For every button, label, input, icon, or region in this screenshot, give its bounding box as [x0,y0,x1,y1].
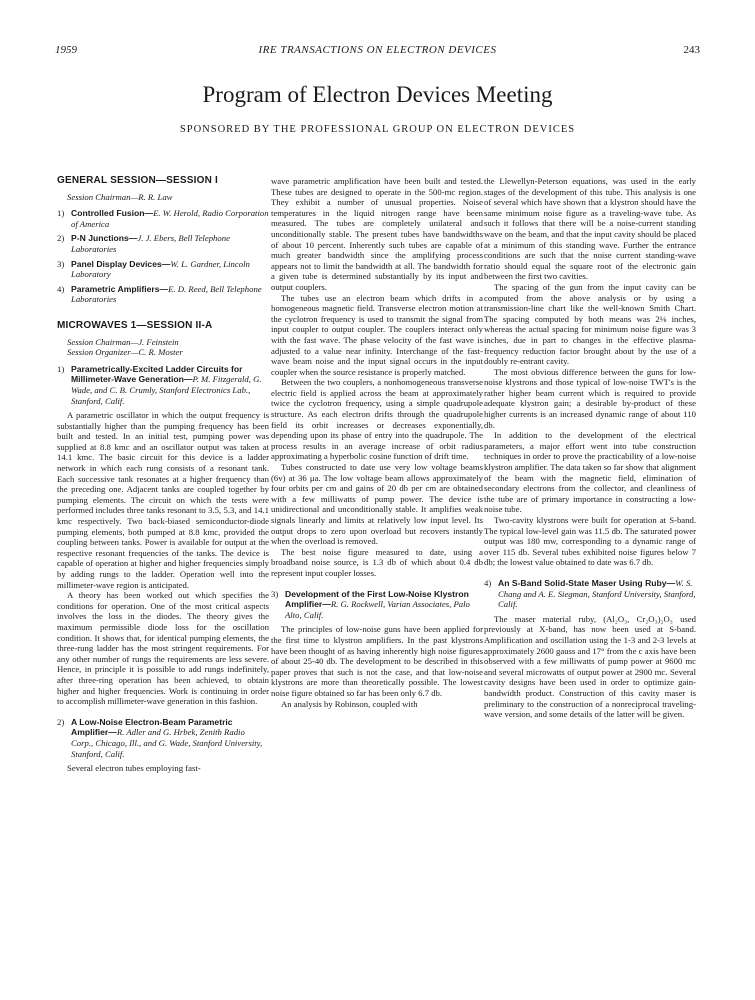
header-page-number: 243 [683,44,700,56]
paragraph: The best noise figure measured to date, using a broadband noise source, is 1.3 db of which about 0.4 db represent input coupler losses. [271,546,483,578]
header-journal: IRE TRANSACTIONS ON ELECTRON DEVICES [258,44,497,56]
paragraph: the Llewellyn-Peterson equations, was used in the early stages of the development of this tube. This analysis is one of several which have shown that a klystron should have the same minimum noise figure as a traveling-wave tube. As such it follows that there will be a noise-current standing wave on the beam, and that the input cavity should be placed at a minimum of this standing wave. Further the entrance conditions are such that the noise current standing-wave ratio should equal the square root of the electronic gain between the first two cavities. [484,176,696,282]
paper-number: 3) [57,258,65,269]
paper-item [57,284,269,305]
paragraph: The tubes use an electron beam which drifts in a homogeneous magnetic field. Transverse electron motion at the cyclotron frequency is used to transmit the signal from input coupler to output coupler. The couplers interact only with the fast wave. The phase velocity of the fast wave is adjusted to a value near infinity. Interchange of the fast-wave beam noise and the input signal occurs in the input coupler when the source resistance is properly matched. [271,292,483,377]
paper-number: 3) [271,588,279,599]
column-1 [57,176,269,774]
paper-authors: W. L. Gardner, Lincoln Laboratory [71,258,250,280]
page-title: Program of Electron Devices Meeting [202,82,553,107]
paper-number: 2) [57,716,65,727]
paper-number: 4) [484,577,492,588]
page-subtitle: SPONSORED BY THE PROFESSIONAL GROUP ON ELECTRON DEVICES [179,124,576,135]
paragraph: Several electron tubes employing fast- [67,763,201,774]
paper-title: P-N Junctions— [71,233,138,244]
column-2 [271,176,483,709]
paper-number: 1) [57,363,65,374]
paragraph: An analysis by Robinson, coupled with [281,698,418,709]
general-session-heading: GENERAL SESSION—SESSION I [57,175,218,186]
paragraph: A parametric oscillator in which the output frequency is substantially higher than the pumping frequency has been built and tested. In an initial test, pumping power was supplied at 8.8 kmc and an oscillator output was taken at 14.1 kmc. The basic circuit for this device is a ladder network in which each rung consists of a resonant tank. Each successive tank resonates at a higher frequency than the preceding one. Adjacent tanks are coupled together by pumping elements. The circuit on which the tests were performed includes three tanks resonant to 3.5, 5.3, and 14.1 kmc respectively. Two back-biased semiconductor-diode pumping elements, both pumped at 8.8 kmc, provided the coupling between tanks. Power is available for output at the respective resonant frequencies of the tanks. The device is capable of operation at higher and higher frequencies simply by adding rungs to the ladder. Operation well into the millimeter-wave region is anticipated. [57,410,269,590]
header-year: 1959 [55,44,77,56]
paragraph: wave parametric amplification have been built and tested. These tubes are designed to operate in the 500-mc region. They exhibit a number of unusual properties. Noise temperatures in the liquid nitrogen range have been measured. The tubes are completely unilateral and unconditionally stable. The present tubes have bandwidths of about 10 percent. Inherently such tubes are capable of much greater bandwidth since the amplifying process appears not to limit the bandwidth at all. The bandwidth for a given tube is determined substantially by its input and output couplers. [271,176,483,292]
running-header [0,44,755,60]
paper-authors: W. S. Chang and A. E. Siegman, Stanford University, Stanford, Calif. [498,577,696,610]
paper-authors: J. J. Ebers, Bell Telephone Laboratories [71,233,230,254]
paper-number: 4) [57,283,65,294]
paper-title: An S-Band Solid-State Maser Using Ruby— [498,577,676,588]
microwaves-session-organizer: Session Organizer—C. R. Moster [67,347,183,358]
paragraph: The most obvious difference between the guns for low-noise klystrons and those typical of low-noise TWT's is the rather higher beam current which is required to provide adequate klystron gain; a desirable by-product of these higher currents is an increased dynamic range of about 110 db. [484,366,696,430]
microwaves-session-chairman: Session Chairman—J. Feinstein [67,336,179,347]
paper-authors: P. M. Fitzgerald, G. Wade, and C. B. Crumly, Stanford Electronics Lab., Stanford, Calif. [71,374,262,406]
paper-item [57,208,269,229]
paragraph: A theory has been worked out which specifies the conditions for operation. One of the most critical aspects involves the loss in the diodes. The theory gives the maximum permissible diode loss for the oscillation condition. It shows that, for identical pumping elements, the three-rung ladder has the most stringent requirements. For any other number of rungs the requirements are less severe. Hence, in principle it is possible to add rungs indefinitely, after three-ring operation has been achieved, to obtain higher and higher frequencies. Work is continuing in order to accomplish millimeter-wave generation in this fashion. [57,590,269,707]
paper-item [57,364,269,406]
paper-authors: E. D. Reed, Bell Telephone Laboratories [71,283,262,305]
paragraph: In addition to the development of the electrical parameters, a major effort went into tube construction techniques in order to prove the practicability of a low-noise klystron amplifier. The data taken so far show that alignment of the beam with the magnetic field, elimination of secondary electrons from the collector, and cleanliness of the tube are of primary importance in constructing a low-noise tube. [484,430,696,515]
paragraph: The maser material ruby, (Al₂O₃, Cr₂O₃)₂O₃ used previously at X-band, has now been used at S-band. Amplification and oscillation using the 1-3 and 2-3 levels at approximately 2600 gauss and 17° from the c axis have been observed with a few milliwatts of pump power at 9600 mc and several microwatts of output power at 2900 mc. Several cavity designs have been used in order to optimize gain-bandwidth product. Construction of this cavity maser is preliminary to the construction of a nonreciprocal traveling-wave version, and some details of the latter will be given. [484,613,696,720]
paper-title: Development of the First Low-Noise Klystron Amplifier— [285,588,469,610]
paper-title: Parametric Amplifiers— [71,283,169,294]
paper-title: Parametrically-Excited Ladder Circuits for Millimeter-Wave Generation— [71,363,243,385]
paper-authors: R. Adler and G. Hrbek, Zenith Radio Corp., Chicago, Ill., and G. Wade, Stanford University, Stanford, Calif. [71,727,263,759]
general-session-chairman: Session Chairman—R. R. Law [67,191,173,202]
paper-item [57,717,269,759]
paragraph: The principles of low-noise guns have been applied for the first time to klystron amplifiers. In the past klystrons have been thought of as having inherently high noise figures of about 25-40 db. The development to be described in this paper proves that such is not the case, and that low-noise klystrons are more than theoretically possible. The lowest noise figure obtained so far has been only 6.7 db. [271,624,483,698]
paper-item [484,578,696,610]
paper-item [57,259,269,280]
microwaves-session-heading: MICROWAVES 1—SESSION II-A [57,319,213,331]
paragraph: Between the two couplers, a nonhomogeneous transverse electric field is applied across the beam at approximately twice the cyclotron frequency, using a simple quadrupole structure. As each electron drifts through the quadrupole field its orbit increases or decreases exponentially, depending upon its phase of entry into the quadrupole. The process results in an average increase of orbit radius approximating a hyperbolic cosine function of drift time. [271,377,483,462]
paper-authors: E. W. Herold, Radio Corporation of America [71,208,269,229]
paper-number: 1) [57,208,65,219]
paper-title: Controlled Fusion— [71,208,154,219]
paper-item [271,589,483,621]
paper-title: Panel Display Devices— [71,258,171,269]
paragraph: Two-cavity klystrons were built for operation at S-band. The typical low-level gain was 11.5 db. The saturated power output was 180 mw, corresponding to a dynamic range of over 115 db. Several tubes exhibited noise figures below 7 db; the lowest value obtained to date was 6.7 db. [484,515,696,568]
paper-number: 2) [57,233,65,244]
paper-title: A Low-Noise Electron-Beam Parametric Amplifier— [71,716,233,738]
paragraph: Tubes constructed to date use very low voltage beams (6v) at 36 μa. The low voltage beam allows approximately four orbits per cm and gains of 20 db per cm are obtained with a few milliwatts of pump power. The device is unidirectional and unconditionally stable. It amplifies weak signals linearly and limits at relatively low input level. Its output drops to zero upon overload but recovers instantly when the overload is removed. [271,462,483,547]
paper-authors: R. G. Rockwell, Varian Associates, Palo Alto, Calif. [285,599,470,620]
paragraph: The spacing of the gun from the input cavity can be computed from the above analysis or by using a transmission-line chart like the well-known Smith Chart. The spacing computed by both means was 2⅛ inches, whereas the actual spacing for minimum noise figure was 3 inches, due in part to changes in the effective plasma-frequency reduction factor brought about by the use of a doubly re-entrant cavity. [484,281,696,367]
paper-item [57,233,269,254]
column-3 [484,176,696,720]
